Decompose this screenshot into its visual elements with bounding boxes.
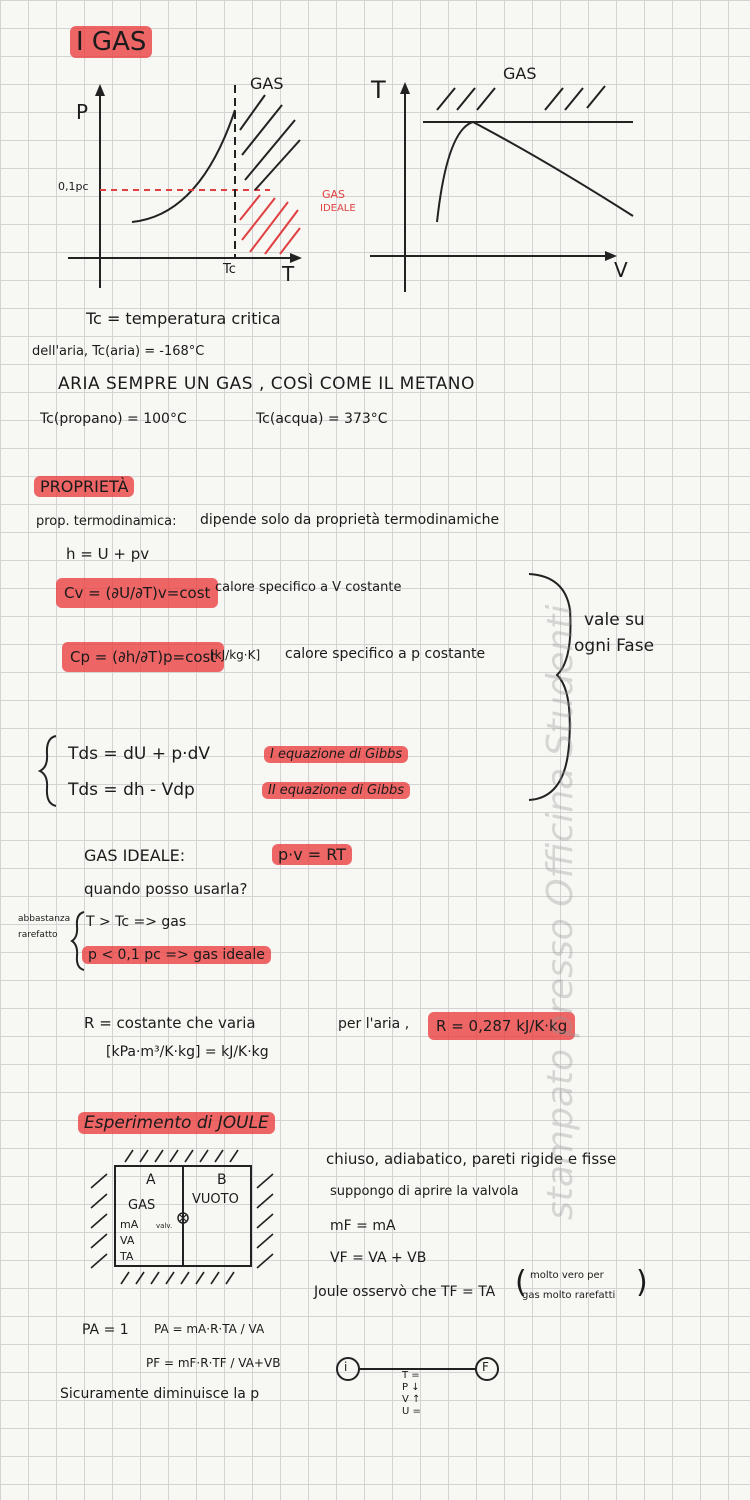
side-note-2: rarefatto xyxy=(18,930,58,940)
gibbs-eq-1-label: I equazione di Gibbs xyxy=(264,746,408,763)
left-brace-gibbs xyxy=(38,734,62,808)
box-label-b: B xyxy=(217,1172,227,1188)
pt-pc-label: 0,1pc xyxy=(58,180,89,193)
joule-apparatus xyxy=(85,1146,280,1291)
r-air-prefix: per l'aria , xyxy=(338,1016,410,1032)
state-u: U = xyxy=(402,1406,421,1417)
joule-desc-2: suppongo di aprire la valvola xyxy=(330,1184,519,1199)
valid-note-2: ogni Fase xyxy=(574,636,655,656)
state-p: P ↓ xyxy=(402,1382,420,1393)
paren-right: ) xyxy=(636,1265,648,1300)
tc-propane: Tc(propano) = 100°C xyxy=(40,411,187,427)
box-gas: GAS xyxy=(128,1198,156,1213)
joule-note-1: molto vero per xyxy=(530,1270,604,1281)
enthalpy: h = U + pv xyxy=(66,545,150,563)
box-va: VA xyxy=(120,1234,135,1247)
condition-2: p < 0,1 pc => gas ideale xyxy=(82,946,271,964)
state-i: i xyxy=(344,1360,348,1374)
box-valve: valv. xyxy=(156,1222,173,1230)
joule-desc-1: chiuso, adiabatico, pareti rigide e fisse xyxy=(326,1150,617,1168)
cv-description: calore specifico a V costante xyxy=(215,580,402,595)
ideal-gas-title: GAS IDEALE: xyxy=(84,846,186,865)
box-ma: mA xyxy=(120,1218,139,1231)
pa-formula: PA = mA·R·TA / VA xyxy=(154,1322,265,1336)
ideal-gas-question: quando posso usarla? xyxy=(84,880,248,898)
state-v: V ↑ xyxy=(402,1394,421,1405)
gibbs-eq-2-label: II equazione di Gibbs xyxy=(262,782,410,799)
page-title: I GAS xyxy=(70,26,152,58)
prop-def-label: prop. termodinamica: xyxy=(36,514,177,529)
pf-formula: PF = mF·R·TF / VA+VB xyxy=(146,1356,281,1370)
box-label-a: A xyxy=(146,1172,156,1188)
state-t: T = xyxy=(402,1370,420,1381)
box-ta: TA xyxy=(120,1250,134,1263)
pt-gas-label: GAS xyxy=(250,74,284,93)
ideal-gas-law: p·v = RT xyxy=(272,844,352,865)
air-note: ARIA SEMPRE UN GAS , COSÌ COME IL METANO xyxy=(58,374,475,394)
pa-one: PA = 1 xyxy=(82,1322,129,1338)
watermark: stampato presso Officina Studenti xyxy=(540,604,581,1220)
joule-volume: VF = VA + VB xyxy=(330,1250,427,1266)
joule-observation: Joule osservò che TF = TA xyxy=(314,1284,496,1300)
pt-x-label: T xyxy=(282,262,295,286)
section-properties: PROPRIETÀ xyxy=(34,476,134,497)
prop-def-text: dipende solo da proprietà termodinamiche xyxy=(200,512,500,528)
cp-description: calore specifico a p costante xyxy=(285,646,486,662)
side-note-1: abbastanza xyxy=(18,914,71,924)
pt-ideal-label-1: GAS xyxy=(322,188,346,201)
tc-air: dell'aria, Tc(aria) = -168°C xyxy=(32,344,205,359)
gibbs-eq-1: Tds = dU + p·dV xyxy=(68,744,210,764)
pt-tc-label: Tc xyxy=(223,262,236,277)
gibbs-eq-2: Tds = dh - Vdp xyxy=(68,780,195,800)
condition-1: T > Tc => gas xyxy=(86,914,187,930)
r-definition: R = costante che varia xyxy=(84,1014,256,1032)
joule-title: Esperimento di JOULE xyxy=(78,1112,275,1134)
tv-diagram xyxy=(365,60,645,295)
cp-units: [kJ/kg·K] xyxy=(210,648,261,662)
tv-x-label: V xyxy=(614,258,628,282)
pt-diagram xyxy=(60,70,320,290)
cv-formula: Cv = (∂U/∂T)v=cost xyxy=(56,578,218,608)
paren-left: ( xyxy=(515,1265,527,1300)
pt-y-label: P xyxy=(76,100,89,124)
tc-definition: Tc = temperatura critica xyxy=(86,309,281,328)
box-vuoto: VUOTO xyxy=(192,1192,239,1207)
conclusion: Sicuramente diminuisce la p xyxy=(60,1386,260,1402)
joule-note-2: gas molto rarefatti xyxy=(522,1290,616,1301)
r-air-value: R = 0,287 kJ/K·kg xyxy=(428,1012,575,1040)
cp-formula: Cp = (∂h/∂T)p=cost xyxy=(62,642,224,672)
tv-y-label: T xyxy=(371,76,386,104)
state-f: F xyxy=(482,1360,489,1374)
pt-ideal-label-2: IDEALE xyxy=(320,203,356,214)
tv-gas-label: GAS xyxy=(503,64,537,83)
tc-water: Tc(acqua) = 373°C xyxy=(256,411,388,427)
valid-note-1: vale su xyxy=(584,610,645,630)
joule-mass: mF = mA xyxy=(330,1218,396,1234)
r-units: [kPa·m³/K·kg] = kJ/K·kg xyxy=(106,1044,269,1060)
